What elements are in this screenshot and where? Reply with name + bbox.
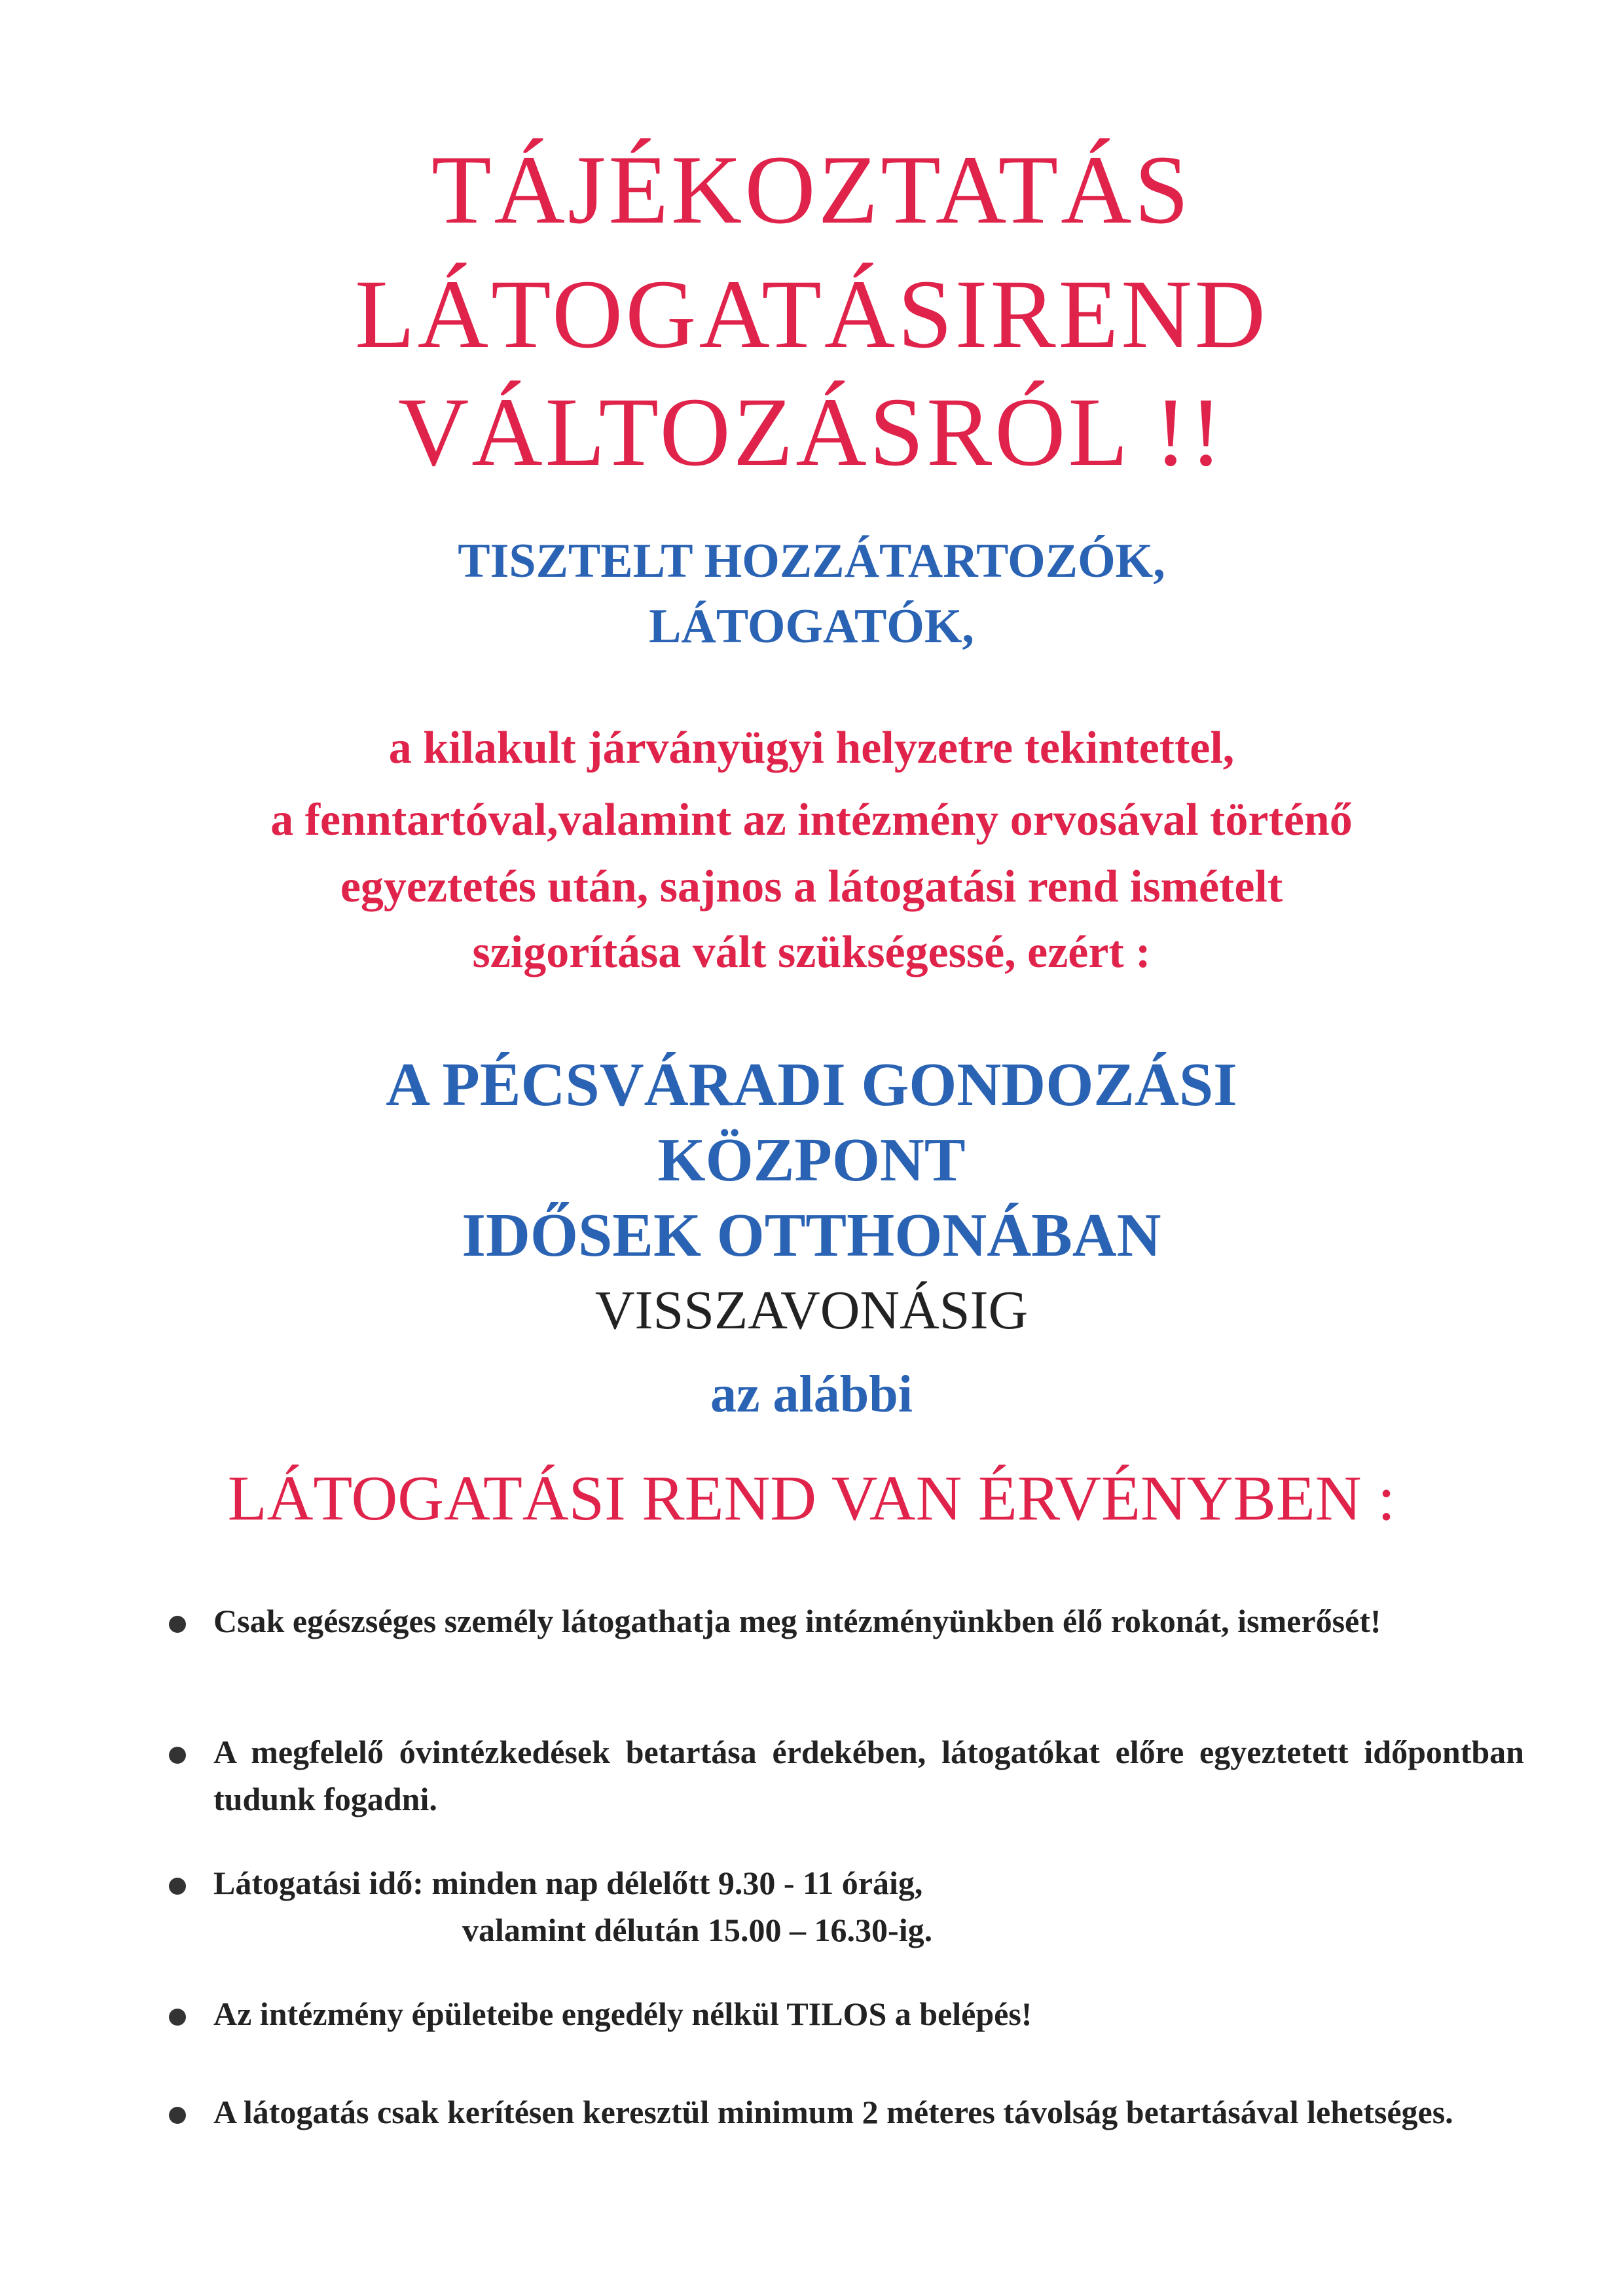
rules-heading: LÁTOGATÁSI REND VAN ÉRVÉNYBEN : — [227, 1463, 1396, 1534]
institution-line-2: KÖZPONT — [657, 1126, 966, 1194]
rule-fence-distance: A látogatás csak kerítésen keresztül minimum 2 méteres távolság betartásával lehetséges. — [213, 2094, 1453, 2130]
greeting-line-2: LÁTOGATÓK, — [649, 600, 974, 653]
title-line-1: TÁJÉKOZTATÁS — [431, 136, 1192, 244]
bullet-icon — [169, 2009, 186, 2026]
bullet-icon — [169, 2107, 186, 2124]
intro-line-3: egyeztetés után, sajnos a látogatási rend ismételt — [340, 862, 1283, 912]
title-line-3: VÁLTOZÁSRÓL !! — [398, 378, 1225, 486]
bullet-icon — [169, 1616, 186, 1633]
rule-appointment: A megfelelő óvintézkedések betartása érdekében, látogatókat előre egyeztetett időpontban tudunk fogadni. — [213, 1734, 1524, 1817]
intro-line-1: a kilakult járványügyi helyzetre tekintettel, — [388, 723, 1235, 773]
rule-healthy-visitors: Csak egészséges személy látogathatja meg intézményünkben élő rokonát, ismerősét! — [213, 1603, 1381, 1639]
until-revoked: VISSZAVONÁSIG — [594, 1280, 1029, 1341]
rule-visiting-hours — [213, 1859, 1497, 1954]
intro-line-4: szigorítása vált szükségessé, ezért : — [472, 927, 1151, 977]
institution-line-3: IDŐSEK OTTHONÁBAN — [462, 1201, 1161, 1269]
title-line-2: LÁTOGATÁSIREND — [355, 260, 1268, 369]
bullet-icon — [169, 1878, 186, 1895]
intro-line-2: a fenntartóval,valamint az intézmény orvosával történő — [270, 795, 1353, 845]
institution-line-1: A PÉCSVÁRADI GONDOZÁSI — [386, 1051, 1237, 1119]
greeting-line-1: TISZTELT HOZZÁTARTOZÓK, — [458, 534, 1165, 588]
bullet-icon — [169, 1747, 186, 1764]
below-text: az alábbi — [710, 1366, 913, 1423]
visiting-hours-line-2: valamint délután 15.00 – 16.30-ig. — [462, 1912, 933, 1948]
visiting-hours-line-1: Látogatási idő: minden nap délelőtt 9.30 - 11 óráig, — [213, 1865, 923, 1901]
rule-no-entry: Az intézmény épületeibe engedély nélkül TILOS a belépés! — [213, 1995, 1032, 2032]
